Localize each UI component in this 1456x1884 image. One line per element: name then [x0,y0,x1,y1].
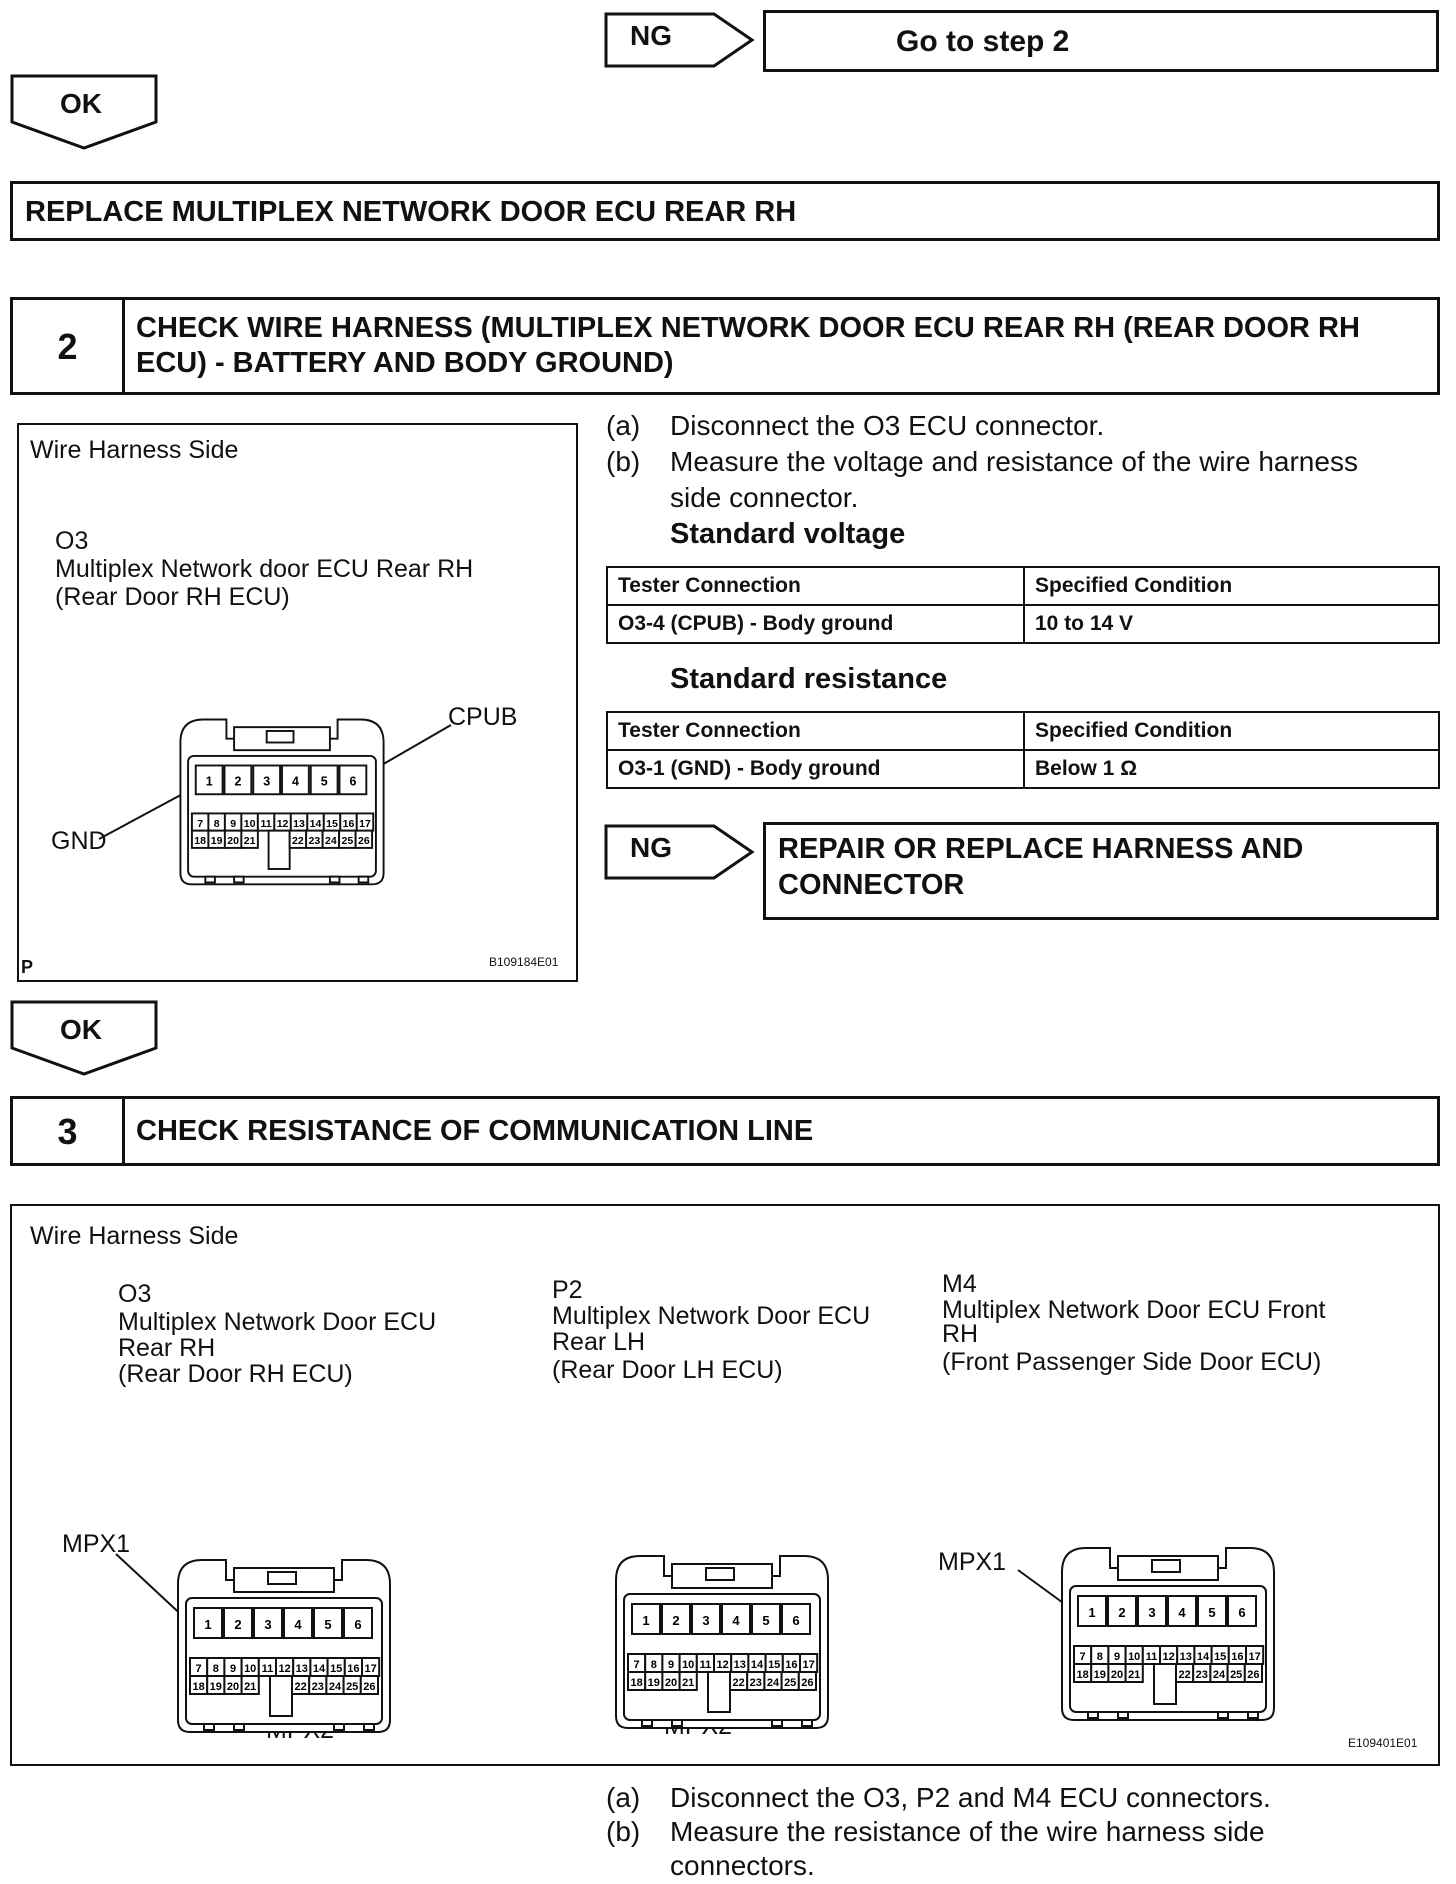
pin-label-23: 23 [749,1677,762,1689]
connector-name: Multiplex Network door ECU Rear RH [55,555,474,583]
pin-label-26: 26 [1247,1669,1260,1681]
pin-label-2: 2 [234,774,242,789]
step-3-marker-a: (a) [606,1782,641,1813]
pin-label-22: 22 [292,835,304,848]
voltage-table [606,566,1440,644]
pointer-lines [19,425,576,980]
step-2-title-line2: ECU) - BATTERY AND BODY GROUND) [136,347,674,379]
pin-label-9: 9 [667,1659,675,1671]
pin-label-25: 25 [346,1681,359,1693]
pin-label-3: 3 [702,1613,710,1628]
resistance-header-connection: Tester Connection [607,712,1024,750]
repair-harness-line1: REPAIR OR REPLACE HARNESS AND [778,833,1304,865]
pin-label-3: 3 [1148,1605,1156,1620]
pin-label-21: 21 [1128,1669,1141,1681]
resistance-row-connection: O3-1 (GND) - Body ground [607,750,1024,788]
step-2-instruction-b: Measure the voltage and resistance of the wire harness [670,446,1358,477]
step-2-title-line1: CHECK WIRE HARNESS (MULTIPLEX NETWORK DOOR ECU REAR RH (REAR DOOR RH [136,312,1360,344]
step-2-figure [17,423,578,982]
repair-harness-box [763,822,1439,920]
step-2-instruction-b-cont: side connector. [670,482,859,513]
pin-label-16: 16 [785,1659,798,1671]
pin-label-17: 17 [364,1663,377,1675]
repair-harness-line2: CONNECTOR [778,869,965,901]
step-2-number: 2 [57,326,78,367]
pin-label-25: 25 [341,835,354,848]
pin-label-23: 23 [308,835,321,848]
pin-label-5: 5 [324,1617,332,1632]
p2-line2: Rear LH [552,1328,646,1356]
pin-label-8: 8 [213,817,220,830]
pin-label-23: 23 [1195,1669,1208,1681]
pin-label-13: 13 [295,1663,308,1675]
m4-line3: (Front Passenger Side Door ECU) [942,1348,1322,1376]
pin-label-7: 7 [195,1663,202,1675]
pin-label-18: 18 [192,1681,205,1693]
pin-label-4: 4 [294,1617,302,1632]
p2-code: P2 [552,1276,583,1304]
replace-ecu-label: REPLACE MULTIPLEX NETWORK DOOR ECU REAR RH [25,196,797,228]
pin-label-19: 19 [647,1677,660,1689]
pin-label-11: 11 [261,1663,274,1675]
pin-label-16: 16 [342,817,355,830]
pin-label-10: 10 [243,817,256,830]
o3-line2: Rear RH [118,1334,216,1362]
pin-label-15: 15 [1214,1651,1227,1663]
pin-label-22: 22 [732,1677,745,1689]
pin-label-22: 22 [1178,1669,1191,1681]
pin-label-16: 16 [1231,1651,1244,1663]
connector-o3-drawing [167,707,397,893]
pin-label-10: 10 [682,1659,695,1671]
step-3-number: 3 [57,1111,78,1152]
pin-label-25: 25 [1230,1669,1243,1681]
pin-label-25: 25 [784,1677,797,1689]
pin-label-20: 20 [1110,1669,1124,1681]
connector-p2-step3 [602,1546,842,1734]
o3-code: O3 [118,1280,152,1308]
pin-label-4: 4 [1178,1605,1186,1620]
pin-label-19: 19 [209,1681,222,1693]
step-2-marker-b: (b) [606,446,641,477]
pin-label-12: 12 [1162,1651,1175,1663]
ok-label-step2: OK [60,1014,102,1045]
pin-label-2: 2 [672,1613,680,1628]
replace-ecu-box [10,181,1440,241]
pin-label-6: 6 [1238,1605,1246,1620]
resistance-table [606,711,1440,789]
pin-label-6: 6 [349,774,357,789]
pin-label-20: 20 [227,835,239,848]
step-2-marker-a: (a) [606,410,641,441]
pin-label-16: 16 [347,1663,360,1675]
voltage-header-connection: Tester Connection [607,567,1024,605]
ng-arrow-badge-top [604,12,756,68]
pin-label-6: 6 [354,1617,362,1632]
figure3-id: E109401E01 [1348,1736,1418,1750]
step-3-header [10,1096,1440,1166]
pin-label-7: 7 [1079,1651,1086,1663]
pin-label-21: 21 [682,1677,695,1689]
pin-label-13: 13 [293,817,305,830]
resistance-row-condition: Below 1 Ω [1024,750,1439,788]
step-2-header [10,297,1440,395]
pin-label-10: 10 [1128,1651,1141,1663]
pin-label-18: 18 [630,1677,643,1689]
pin-label-15: 15 [768,1659,781,1671]
pin-label-18: 18 [194,835,207,848]
pin-label-4: 4 [732,1613,740,1628]
figure3-side-label: Wire Harness Side [30,1222,239,1250]
gnd-label: GND [51,827,107,855]
pin-label-1: 1 [1088,1605,1096,1620]
connector-m4-step3 [1048,1538,1288,1726]
pin-label-8: 8 [1096,1651,1103,1663]
o3-line1: Multiplex Network Door ECU [118,1308,437,1336]
step-3-title: CHECK RESISTANCE OF COMMUNICATION LINE [136,1115,814,1147]
connector-o3-step3 [164,1550,404,1738]
resistance-header-condition: Specified Condition [1024,712,1439,750]
step-3-figure [10,1204,1440,1766]
step-3-instruction-b-cont: connectors. [670,1850,815,1881]
pin-label-4: 4 [291,774,299,789]
step-3-instruction-b: Measure the resistance of the wire harness side [670,1816,1265,1847]
pin-label-9: 9 [229,1663,237,1675]
connector-code: O3 [55,527,89,555]
pin-label-21: 21 [244,1681,257,1693]
pin-label-17: 17 [1248,1651,1261,1663]
pin-label-14: 14 [309,817,322,830]
ng-arrow-badge-step2 [604,824,756,880]
voltage-row-connection: O3-4 (CPUB) - Body ground [607,605,1024,643]
pin-label-17: 17 [802,1659,815,1671]
pin-label-23: 23 [311,1681,324,1693]
pin-label-1: 1 [205,774,213,789]
pin-label-7: 7 [633,1659,640,1671]
pin-label-9: 9 [1113,1651,1121,1663]
pin-label-14: 14 [1196,1651,1210,1663]
connector-face [167,707,397,893]
corner-mark: P [21,957,34,977]
connector-face [164,1550,404,1738]
pin-label-12: 12 [276,817,289,830]
m4-code: M4 [942,1270,977,1298]
go-to-step-2-box[interactable] [763,10,1439,72]
pin-label-18: 18 [1076,1669,1089,1681]
pin-label-10: 10 [244,1663,257,1675]
pin-label-24: 24 [328,1681,342,1693]
pin-label-17: 17 [359,817,371,830]
pin-label-9: 9 [230,817,237,830]
ok-label-top: OK [60,88,102,119]
pin-label-5: 5 [1208,1605,1216,1620]
pin-label-1: 1 [642,1613,650,1628]
pin-label-2: 2 [234,1617,242,1632]
pin-label-12: 12 [716,1659,729,1671]
ng-label-step2: NG [630,832,672,863]
pin-label-3: 3 [264,1617,272,1632]
pin-label-12: 12 [278,1663,291,1675]
m4-line2: RH [942,1320,979,1348]
cpub-label: CPUB [448,703,518,731]
pin-label-24: 24 [1212,1669,1226,1681]
pin-label-19: 19 [1093,1669,1106,1681]
p2-line3: (Rear Door LH ECU) [552,1356,783,1384]
voltage-heading: Standard voltage [670,518,906,550]
pin-label-7: 7 [197,817,204,830]
pin-label-15: 15 [326,817,338,830]
pin-label-19: 19 [210,835,223,848]
step-3-instruction-a: Disconnect the O3, P2 and M4 ECU connectors. [670,1782,1271,1813]
pin-label-11: 11 [260,817,272,830]
m4-mpx1-label: MPX1 [938,1548,1007,1576]
pin-label-21: 21 [243,835,256,848]
pin-label-8: 8 [212,1663,219,1675]
pin-label-5: 5 [762,1613,770,1628]
o3-line3: (Rear Door RH ECU) [118,1360,353,1388]
pin-label-13: 13 [733,1659,746,1671]
connector-face [1048,1538,1288,1726]
pin-label-6: 6 [792,1613,800,1628]
pin-label-20: 20 [226,1681,240,1693]
figure-id: B109184E01 [489,955,559,969]
figure-side-label: Wire Harness Side [30,436,239,464]
pin-label-20: 20 [664,1677,678,1689]
pin-label-11: 11 [699,1659,712,1671]
go-to-step-2-label: Go to step 2 [896,25,1070,58]
pin-label-22: 22 [294,1681,307,1693]
voltage-header-condition: Specified Condition [1024,567,1439,605]
pin-label-26: 26 [801,1677,814,1689]
p2-line1: Multiplex Network Door ECU [552,1302,871,1330]
pin-label-5: 5 [320,774,328,789]
pin-label-26: 26 [357,835,370,848]
pin-label-24: 24 [766,1677,780,1689]
o3-mpx1-label: MPX1 [62,1530,131,1558]
connector-face [602,1546,842,1734]
pin-label-14: 14 [750,1659,764,1671]
m4-line1: Multiplex Network Door ECU Front [942,1296,1326,1324]
step-2-instruction-a: Disconnect the O3 ECU connector. [670,410,1105,441]
pin-label-3: 3 [263,774,271,789]
pin-label-11: 11 [1145,1651,1158,1663]
pin-label-2: 2 [1118,1605,1126,1620]
pin-label-13: 13 [1179,1651,1192,1663]
connector-alt-name: (Rear Door RH ECU) [55,583,290,611]
pin-label-26: 26 [363,1681,376,1693]
pin-label-1: 1 [204,1617,212,1632]
ng-label-top: NG [630,20,672,51]
pin-label-24: 24 [325,835,337,848]
pin-label-14: 14 [312,1663,326,1675]
step-3-marker-b: (b) [606,1816,641,1847]
resistance-heading: Standard resistance [670,663,948,695]
voltage-row-condition: 10 to 14 V [1024,605,1439,643]
pin-label-15: 15 [330,1663,343,1675]
pin-label-8: 8 [650,1659,657,1671]
